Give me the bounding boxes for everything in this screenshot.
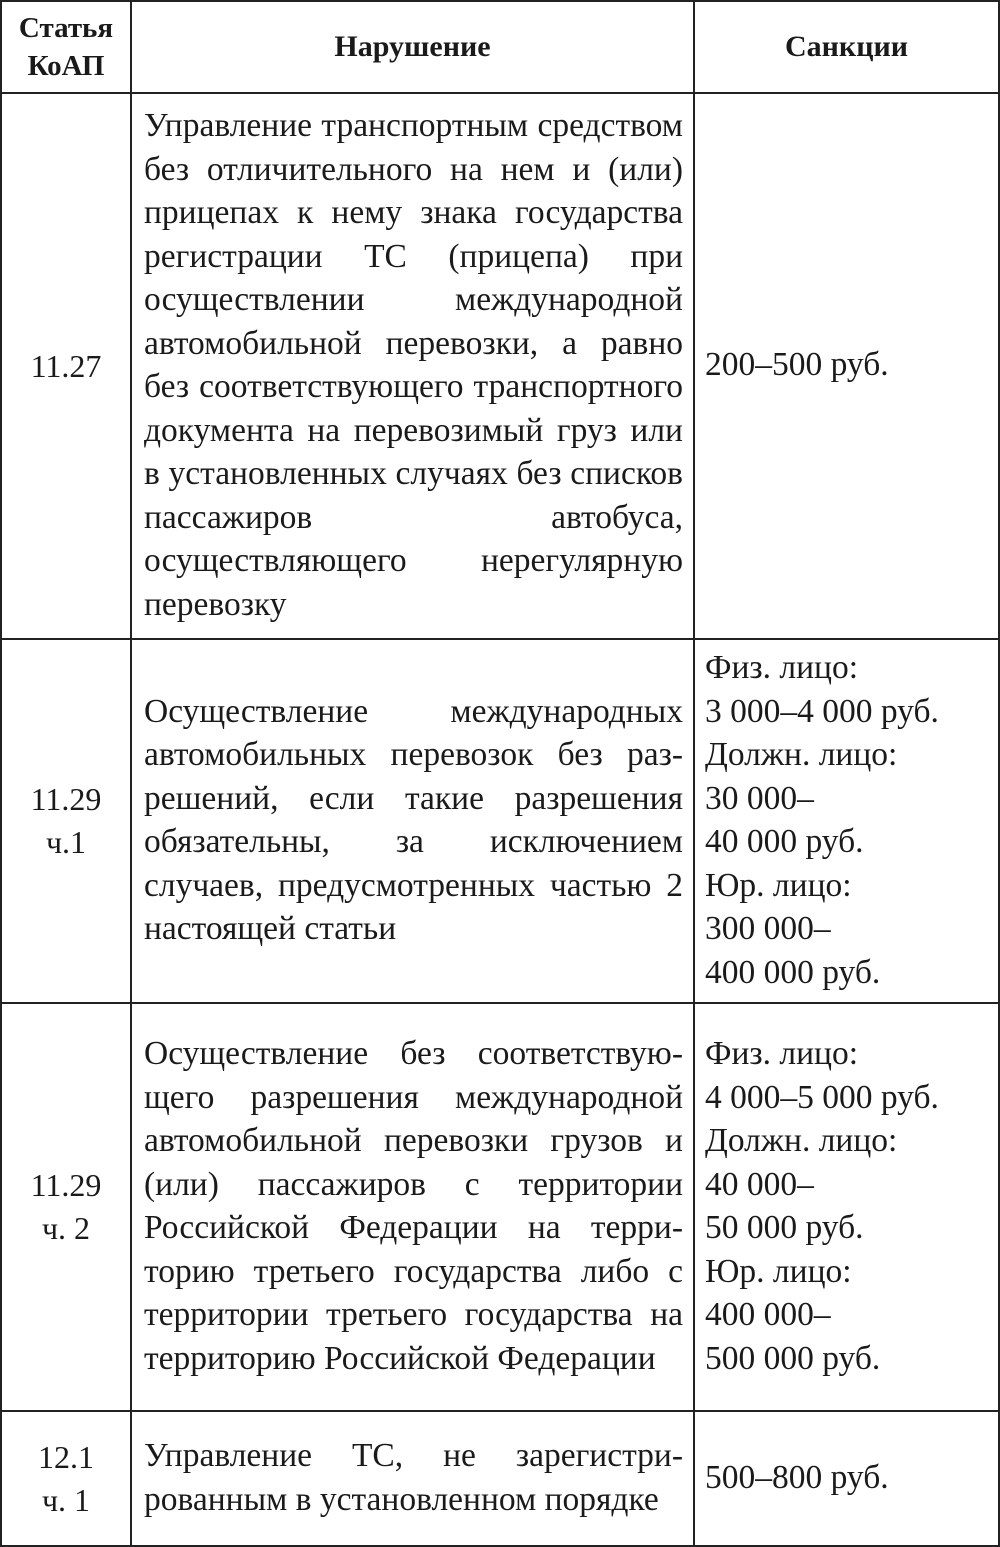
header-sanctions: Санкции xyxy=(694,1,999,93)
table-row xyxy=(1,93,999,639)
table-row xyxy=(1,1411,999,1546)
table-header-row xyxy=(1,1,999,93)
table-row xyxy=(1,639,999,1003)
sanction-cell: Физ. лицо: 3 000–4 000 руб. Должн. лицо: 30 000– 40 000 руб. Юр. лицо: 300 000– 400 000 руб. xyxy=(694,639,999,1003)
violation-cell: Осуществление без соответствующего разрешения международной автомобильной перевозки грузов и (или) пассажиров с территории Российской Федерации на территорию третьего государства либо с территории третьего государства на территорию Российской Федерации xyxy=(131,1003,694,1411)
violation-cell: Осуществление международных автомобильных перевозок без разрешений, если такие разрешения обязательны, за исключением случаев, предусмотренных частью 2 настоящей статьи xyxy=(131,639,694,1003)
header-article: Статья КоАП xyxy=(1,1,131,93)
header-violation: Нарушение xyxy=(131,1,694,93)
article-cell: 12.1 ч. 1 xyxy=(1,1411,131,1546)
sanction-cell: Физ. лицо: 4 000–5 000 руб. Должн. лицо: 40 000– 50 000 руб. Юр. лицо: 400 000– 500 000 руб. xyxy=(694,1003,999,1411)
violation-cell: Управление ТС, не зарегистрированным в установленном порядке xyxy=(131,1411,694,1546)
article-cell: 11.27 xyxy=(1,93,131,639)
violation-cell: Управление транспортным средством без отличительного на нем и (или) прицепах к нему знака государства регистрации ТС (прицепа) при осуществлении международной автомобильной перевозки, а равно без соответствующего транспортного документа на перевозимый груз или в установленных случаях без списков пассажиров автобуса, осуществляющего нерегулярную перевозку xyxy=(131,93,694,639)
sanction-cell: 200–500 руб. xyxy=(694,93,999,639)
article-cell: 11.29 ч. 2 xyxy=(1,1003,131,1411)
table-row xyxy=(1,1003,999,1411)
sanction-cell: 500–800 руб. xyxy=(694,1411,999,1546)
article-cell: 11.29 ч.1 xyxy=(1,639,131,1003)
